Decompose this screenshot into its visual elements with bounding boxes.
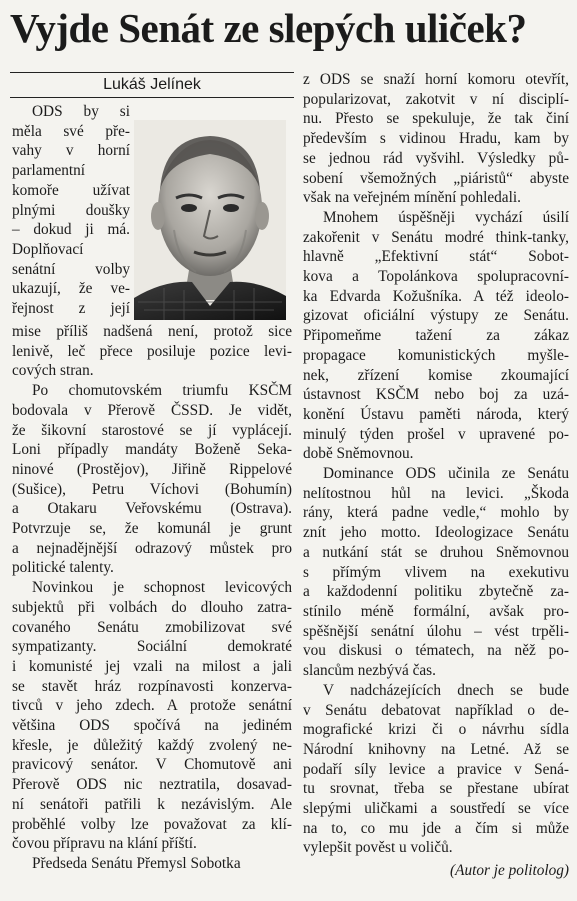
text-line: nu. Přesto se spekuluje, že tak činí [303,110,569,128]
text-line: pravicový senátor. V Chomutově ani [12,756,292,774]
text-line: propagace komunistických myšle- [303,346,569,364]
text-line: ka Edvarda Kožušníka. A též ideolo- [303,287,569,305]
text-line: řejnost z její [12,300,130,318]
text-line: kova a Topolánkova spolupracovní- [303,268,569,286]
text-line: ukazují, že ve- [12,280,130,298]
text-line: bodovala v Přerově ČSSD. Je vidět, [12,401,292,419]
text-line: znít jeho motto. Ideologizace Senátu [303,524,569,542]
text-line: vahy v horní [12,142,130,160]
text-line: spěšnější senátní úlohu – vést trpěli- [303,622,569,640]
portrait-image [134,120,286,320]
text-line: ní senátoři patřili k nezávislým. Ale [12,795,292,813]
text-line: komoře užívat [12,181,130,199]
text-line: sobení všemožných „piáristů“ abyste [303,169,569,187]
text-line: se jednou rád vyšvihl. Výsledky pů- [303,149,569,167]
headline: Vyjde Senát ze slepých uliček? [10,5,527,51]
text-line: Mnohem úspěšněji vychází úsilí [323,208,569,226]
text-line: mografické krizi či o návrhu sídla [303,721,569,739]
text-line: ústavnost KSČM nebo boj za uzá- [303,386,569,404]
text-line: nelítostnou hůl na levici. „Škoda [303,484,569,502]
text-line: křesle, je důležitý každý zvolený ne- [12,736,292,754]
text-line: politické talenty. [12,559,114,577]
text-line: Národní knihovny na Letné. Až se [303,740,569,758]
text-line: vylepšit pověst u voličů. [303,839,453,857]
text-line: Přerově ODS nic neztratila, dosavad- [12,776,292,794]
text-line: hlavně „Efektivní stát“ Sobot- [303,248,569,266]
text-line: Novinkou je schopnost levicových [32,579,292,597]
text-line: čovou přípravu na klání příští. [12,835,197,853]
text-line: se stavět hráz rozpínavosti konzerva- [12,677,292,695]
text-line: Po chomutovském triumfu KSČM [32,382,292,400]
text-line: především s vidinou Hradu, kam by [303,130,569,148]
text-line: většina ODS spočívá na jediném [12,717,292,735]
text-line: slepými uličkami a soustředí se více [303,800,569,818]
text-line: V nadcházejících dnech se bude [323,681,569,699]
text-line: a Otakaru Veřovskému (Ostrava). [12,500,292,518]
text-line: i komunisté jej vzali na milost a jali [12,657,292,675]
text-line: Dominance ODS učinila ze Senátu [323,465,569,483]
text-line: v Senátu debatovat například o de- [303,701,569,719]
text-line: Potvrzuje se, že komunál je grunt [12,520,292,538]
author-portrait [134,120,286,320]
text-line: ninové (Prostějov), Jiřině Rippelové [12,460,292,478]
text-line: popularizovat, zakotvit v ní disciplí- [303,90,569,108]
text-line: Předseda Senátu Přemysl Sobotka [32,854,241,872]
text-line: s přímým vlivem na exekutivu [303,563,569,581]
text-line: měla své pře- [12,122,130,140]
text-line: konění Ústavu paměti národa, který [303,405,569,423]
author-byline: Lukáš Jelínek [10,72,294,98]
text-line: Doplňovací [12,240,84,258]
left-column-body [12,322,292,874]
text-line: – dokud ji má. [12,221,130,239]
text-line: senátní volby [12,260,130,278]
text-line: covaného Senátu zmobilizovat své [12,618,292,636]
text-line: Loni případly mandáty Boženě Seka- [12,441,292,459]
text-line: z ODS se snaží horní komoru otevřít, [303,71,569,88]
text-line: ODS by si [32,103,130,120]
text-line: tu srovnat, třeba se přestane ubírat [303,780,569,798]
text-line: podaří síly levice a pravice v Sená- [303,760,569,778]
text-line: proběhlé volby lze považovat za klí- [12,815,292,833]
text-line: parlamentní [12,162,86,180]
text-line: tivců v jeho zdech. A protože senátní [12,697,292,715]
text-line: a nutkání stát se druhou Sněmovnou [303,543,569,561]
text-line: slancům nezbývá čas. [303,662,436,680]
text-line: však na veřejném mínění pohledali. [303,189,521,207]
right-column-body [303,70,569,858]
text-line: že šikovní starostové se jí vyplácejí. [12,421,292,439]
text-line: době Sněmovnou. [303,445,414,463]
text-line: nek, zřízení komise zkoumající [303,366,569,384]
text-line: vou diskusi o tématech, na něž po- [303,642,569,660]
text-line: sympatizanty. Sociální demokraté [12,638,292,656]
text-line: lenivě, leč přece posiluje pozice levi- [12,342,292,360]
text-line: minulý týden prošel v upravené po- [303,425,569,443]
text-line: plnými doušky [12,201,130,219]
text-line: Připomeňme tažení za zákaz [303,327,569,345]
text-line: mise příliš nadšená není, protož sice [12,323,292,340]
text-line: a nejnadějnější odrazový můstek pro [12,539,292,557]
text-line: (Sušice), Petru Víchovi (Bohumín) [12,480,292,498]
text-line: na to, co mu jde a čím si může [303,819,569,837]
author-note: (Autor je politolog) [450,862,569,879]
text-line: cových stran. [12,362,94,380]
text-line: rány, která padne vedle,“ mohlo by [303,504,569,522]
text-line: a každodenní politiku zbytečně za- [303,583,569,601]
text-line: subjektů při volbách do dlouho zatra- [12,598,292,616]
text-line: zakořenit v Senátu modré think-tanky, [303,228,569,246]
left-column-wrap [12,102,130,319]
text-line: gizovat oficiální výstupy ze Senátu. [303,307,569,325]
text-line: stínilo méně formální, avšak pro- [303,602,569,620]
